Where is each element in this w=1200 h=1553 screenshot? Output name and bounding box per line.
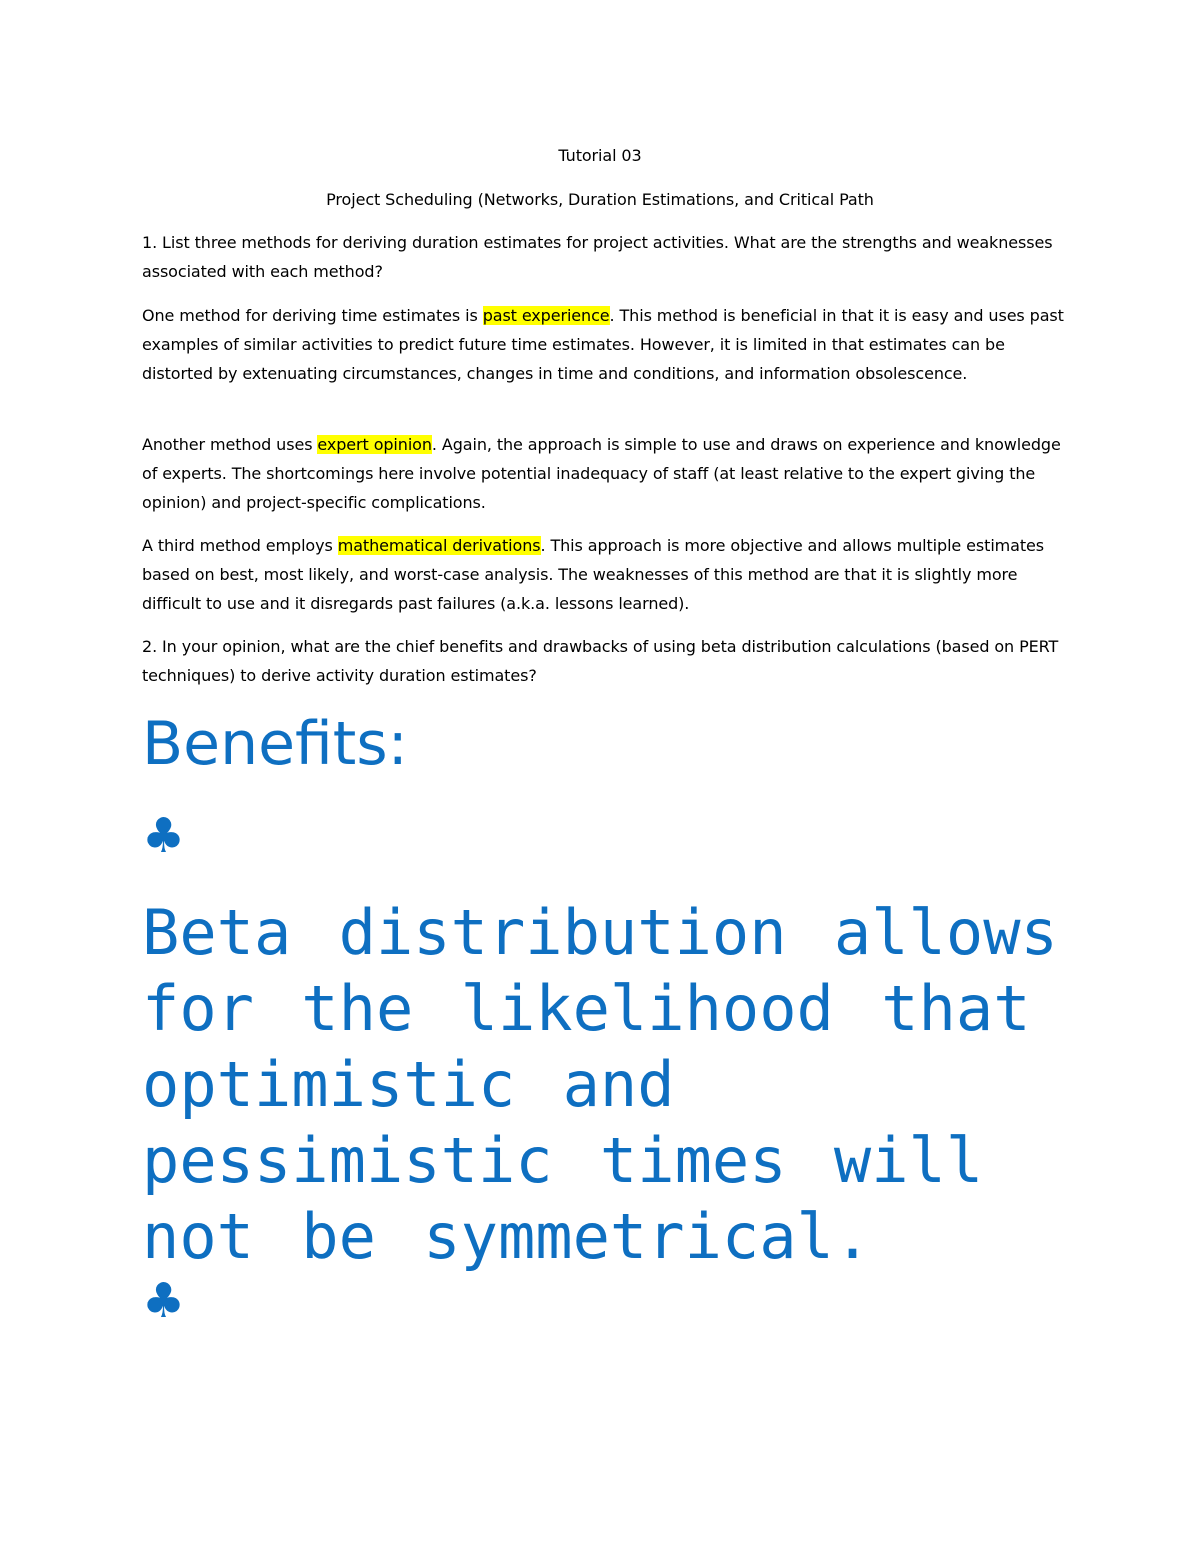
benefits-heading: Benefits: xyxy=(142,709,408,779)
question-2: 2. In your opinion, what are the chief benefits and drawbacks of using beta distribution calculations (based on PERT techniques) to derive activity duration estimates? xyxy=(142,637,1059,685)
answer-1a-after: . This method is beneficial in that it is easy and uses past examples of similar activities to predict future time estimates. However, it is limited in that estimates can be distorted by extenuating circumstances, changes in time and conditions, and information obsolescence. xyxy=(142,306,1064,383)
answer-1b-after: . Again, the approach is simple to use and draws on experience and knowledge of experts. The shortcomings here involve potential inadequacy of staff (at least relative to the expert giving the opinion) and project-specific complications. xyxy=(142,435,1061,512)
highlight-past-experience: past experience xyxy=(482,306,610,325)
highlight-mathematical-derivations: mathematical derivations xyxy=(337,536,541,555)
question-1: 1. List three methods for deriving duration estimates for project activities. What are the strengths and weaknesses associated with each method? xyxy=(142,233,1053,281)
answer-1c-before: A third method employs xyxy=(142,536,338,555)
answer-1b xyxy=(142,431,1072,517)
answer-1a xyxy=(142,302,1072,388)
benefit-statement: Beta distribution allows for the likelihood that optimistic and pessimistic times will not be symmetrical. xyxy=(142,896,1058,1273)
highlight-expert-opinion: expert opinion xyxy=(317,435,432,454)
document-subtitle: Project Scheduling (Networks, Duration Estimations, and Critical Path xyxy=(326,190,874,209)
answer-1c xyxy=(142,532,1072,618)
club-icon: ♣ xyxy=(142,1273,186,1329)
answer-1a-before: One method for deriving time estimates is xyxy=(142,306,483,325)
answer-1c-after: . This approach is more objective and allows multiple estimates based on best, most likely, and worst-case analysis. The weaknesses of this method are that it is slightly more difficult to use and it disregards past failures (a.k.a. lessons learned). xyxy=(142,536,1045,613)
answer-1b-before: Another method uses xyxy=(142,435,318,454)
document-title: Tutorial 03 xyxy=(558,146,642,165)
club-icon: ♣ xyxy=(142,808,186,864)
